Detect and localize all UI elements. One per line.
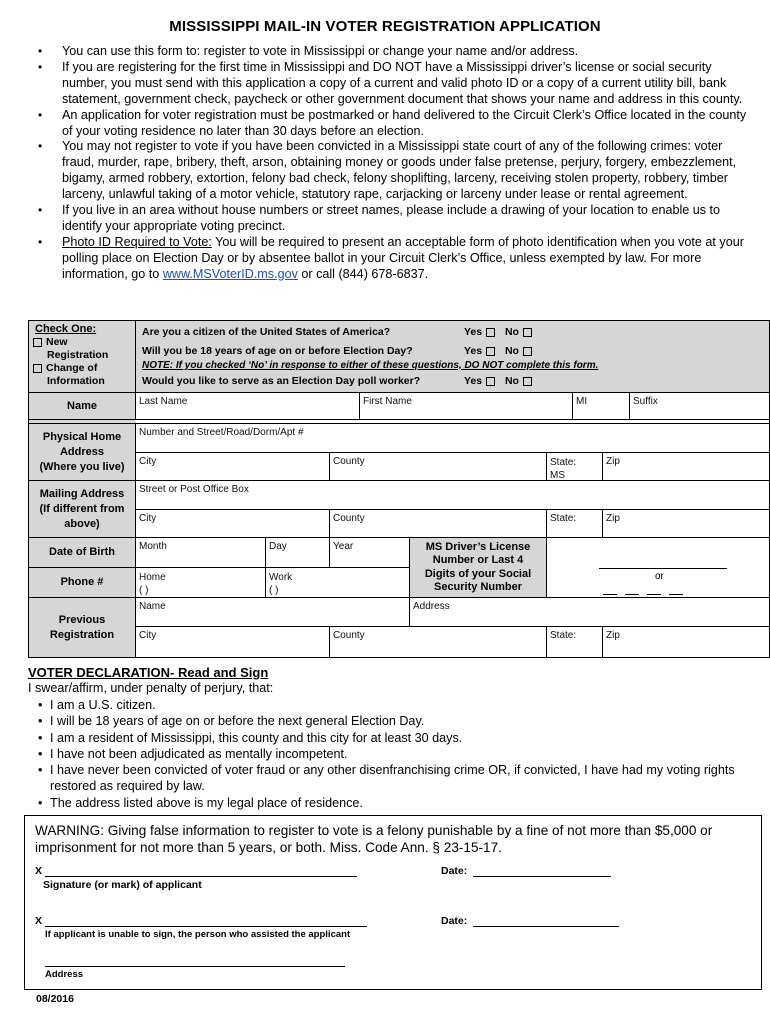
- list-item: • If you live in an area without house numbers or street names, please include a drawing of your location to enable us to identify your appropriate voting precinct.: [38, 203, 750, 235]
- assist-x: X: [35, 915, 43, 927]
- list-item: [38, 235, 750, 283]
- street-field[interactable]: Number and Street/Road/Dorm/Apt #: [136, 424, 769, 453]
- work-phone-field[interactable]: [266, 568, 410, 598]
- warning-box: [24, 815, 762, 990]
- prev-line1: Previous: [58, 613, 106, 626]
- change-label: Change of: [46, 362, 98, 374]
- ssn-digit-line: [625, 594, 639, 595]
- first-name-field[interactable]: First Name: [360, 393, 573, 420]
- mail-county-field[interactable]: County: [330, 510, 547, 538]
- yes-label: Yes: [464, 345, 483, 357]
- assist-date-line[interactable]: [473, 926, 619, 927]
- citizen-no-checkbox[interactable]: [523, 328, 532, 337]
- mi-field[interactable]: MI: [573, 393, 630, 420]
- yes-label: Yes: [464, 375, 483, 387]
- prev-county-field[interactable]: County: [330, 627, 547, 657]
- poll-worker-answer: [464, 375, 536, 387]
- phys-line2: Address: [59, 445, 105, 458]
- mail-line2: (If different from: [39, 502, 125, 515]
- month-field[interactable]: Month: [136, 538, 266, 568]
- state-value: MS: [550, 470, 565, 481]
- age-no-checkbox[interactable]: [523, 347, 532, 356]
- home-label: Home: [139, 572, 166, 583]
- dob-label: Date of Birth: [29, 538, 136, 568]
- signature-label: Signature (or mark) of applicant: [43, 879, 202, 891]
- photo-id-label: Photo ID Required to Vote:: [62, 234, 212, 249]
- assist-label: If applicant is unable to sign, the person who assisted the applicant: [45, 929, 351, 940]
- drivers-license-label: [410, 538, 547, 598]
- declaration-intro: I swear/affirm, under penalty of perjury, that:: [28, 681, 274, 695]
- assist-date-label: Date:: [441, 915, 468, 927]
- registration-label: Registration: [47, 349, 109, 361]
- poll-yes-checkbox[interactable]: [486, 377, 495, 386]
- poll-no-checkbox[interactable]: [523, 377, 532, 386]
- note-text: NOTE: If you checked ‘No’ in response to either of these questions, DO NOT complete this form.: [142, 360, 599, 371]
- assist-signature-line[interactable]: [45, 926, 367, 927]
- date-label: Date:: [441, 865, 468, 877]
- list-item: • I am a U.S. citizen.: [38, 697, 748, 713]
- dl-line3: Digits of your Social: [424, 567, 532, 580]
- photo-id-text: You will be required to present an acceptable form of photo identification when you vote at your polling place on Election Day or by absentee ballot in your Circuit Clerk’s Office, unless exempted by law. For more information, go to: [62, 234, 744, 281]
- phys-line1: Physical Home: [42, 430, 122, 443]
- check-one-box: [29, 321, 136, 393]
- dl-line2: Number or Last 4: [432, 554, 524, 566]
- list-item: • You can use this form to: register to vote in Mississippi or change your name and/or address.: [38, 44, 750, 60]
- license-line: [599, 568, 727, 569]
- poll-worker-question: Would you like to serve as an Election Day poll worker?: [142, 375, 421, 387]
- dl-line4: Security Number: [433, 581, 523, 593]
- mail-zip-field[interactable]: Zip: [603, 510, 769, 538]
- registration-form: [28, 320, 770, 658]
- state-label: State:: [550, 457, 577, 468]
- signature-x: X: [35, 865, 43, 877]
- age-yes-checkbox[interactable]: [486, 347, 495, 356]
- list-item: • You may not register to vote if you have been convicted in a Mississippi state court of any of the following crimes: voter fraud, murder, rape, bribery, theft, arson, obtaining money or goods under false pretense, perjury, forgery, embezzlement, bigamy, armed robbery, extortion, felony bad check, felony shoplifting, larceny, receiving stolen property, robbery, timber larceny, unlawful taking of a motor vehicle, statutory rape, carjacking or larceny under lease or rental agreement.: [38, 139, 750, 203]
- zip-field[interactable]: Zip: [603, 453, 769, 481]
- photo-id-tail: or call (844) 678-6837.: [297, 266, 429, 281]
- instructions-list: [38, 44, 750, 283]
- state-field[interactable]: [547, 453, 603, 481]
- date-line[interactable]: [473, 876, 611, 877]
- ssn-digit-line: [669, 594, 683, 595]
- warning-text: WARNING: Giving false information to register to vote is a felony punishable by a fine of not more than $5,000 or imprisonment for not more than 5 years, or both. Miss. Code Ann. § 23-15-17.: [35, 823, 713, 855]
- mailing-address-label: [29, 481, 136, 538]
- prev-line2: Registration: [49, 628, 115, 641]
- list-item: • An application for voter registration must be postmarked or hand delivered to the Circuit Clerk’s Office located in the county of your voting residence no later than 30 days before an election.: [38, 108, 750, 140]
- age-answer: [464, 345, 536, 357]
- year-field[interactable]: Year: [330, 538, 410, 568]
- mail-line1: Mailing Address: [39, 487, 125, 500]
- address-label: Address: [45, 969, 84, 980]
- signature-line[interactable]: [45, 876, 357, 877]
- last-name-field[interactable]: Last Name: [136, 393, 360, 420]
- voter-id-link[interactable]: www.MSVoterID.ms.gov: [162, 266, 298, 281]
- check-one-title: Check One:: [35, 323, 97, 335]
- work-label: Work: [269, 572, 293, 583]
- prev-state-field[interactable]: State:: [547, 627, 603, 657]
- list-item: • I am a resident of Mississippi, this county and this city for at least 30 days.: [38, 730, 748, 746]
- home-phone-field[interactable]: [136, 568, 266, 598]
- physical-address-label: [29, 424, 136, 481]
- phone-label: Phone #: [29, 568, 136, 598]
- mail-state-field[interactable]: State:: [547, 510, 603, 538]
- citizen-question: Are you a citizen of the United States of America?: [142, 326, 391, 338]
- questions-box: [136, 321, 769, 393]
- dl-line1: MS Driver’s License: [425, 540, 531, 553]
- list-item: • The address listed above is my legal place of residence.: [38, 795, 748, 811]
- prev-city-field[interactable]: City: [136, 627, 330, 657]
- form-version: 08/2016: [36, 993, 74, 1005]
- information-label: Information: [47, 375, 105, 387]
- address-line[interactable]: [45, 966, 345, 967]
- day-field[interactable]: Day: [266, 538, 330, 568]
- ssn-digit-line: [647, 594, 661, 595]
- previous-registration-label: [29, 598, 136, 657]
- home-area-code: ( ): [139, 585, 149, 596]
- mail-city-field[interactable]: City: [136, 510, 330, 538]
- no-label: No: [504, 326, 519, 338]
- name-label: Name: [29, 393, 136, 420]
- page-title: MISSISSIPPI MAIL-IN VOTER REGISTRATION APPLICATION: [169, 18, 601, 35]
- ssn-digit-line: [603, 594, 617, 595]
- list-item: • If you are registering for the first time in Mississippi and DO NOT have a Mississippi driver’s license or social security number, you must send with this application a copy of a current and valid photo ID or a copy of a current utility bill, bank statement, government check, paycheck or other government document that shows your name and address in this county.: [38, 60, 750, 108]
- declaration-heading: VOTER DECLARATION- Read and Sign: [28, 665, 269, 680]
- prev-zip-field[interactable]: Zip: [606, 630, 620, 641]
- citizen-answer: [464, 326, 536, 338]
- list-item: • I have never been convicted of voter fraud or any other disenfranchising crime OR, if convicted, I have had my voting rights restored as required by law.: [38, 762, 748, 795]
- city-field[interactable]: City: [136, 453, 330, 481]
- county-field[interactable]: County: [330, 453, 547, 481]
- or-label: or: [655, 571, 664, 582]
- yes-label: Yes: [464, 326, 483, 338]
- citizen-yes-checkbox[interactable]: [486, 328, 495, 337]
- list-item: • I have not been adjudicated as mentally incompetent.: [38, 746, 748, 762]
- suffix-field[interactable]: Suffix: [630, 393, 769, 420]
- license-ssn-field[interactable]: [547, 538, 769, 598]
- prev-name-field[interactable]: Name: [136, 598, 410, 627]
- po-box-field[interactable]: Street or Post Office Box: [136, 481, 769, 510]
- prev-address-field[interactable]: Address: [410, 598, 769, 627]
- work-area-code: ( ): [269, 585, 279, 596]
- age-question: Will you be 18 years of age on or before Election Day?: [142, 345, 413, 357]
- no-label: No: [504, 375, 519, 387]
- mail-line3: above): [64, 517, 100, 530]
- no-label: No: [504, 345, 519, 357]
- new-label: New: [46, 336, 68, 348]
- change-of-info-checkbox[interactable]: [33, 364, 42, 373]
- new-registration-checkbox[interactable]: [33, 338, 42, 347]
- phys-line3: (Where you live): [39, 460, 125, 473]
- declaration-list: [38, 697, 748, 811]
- list-item: • I will be 18 years of age on or before the next general Election Day.: [38, 713, 748, 729]
